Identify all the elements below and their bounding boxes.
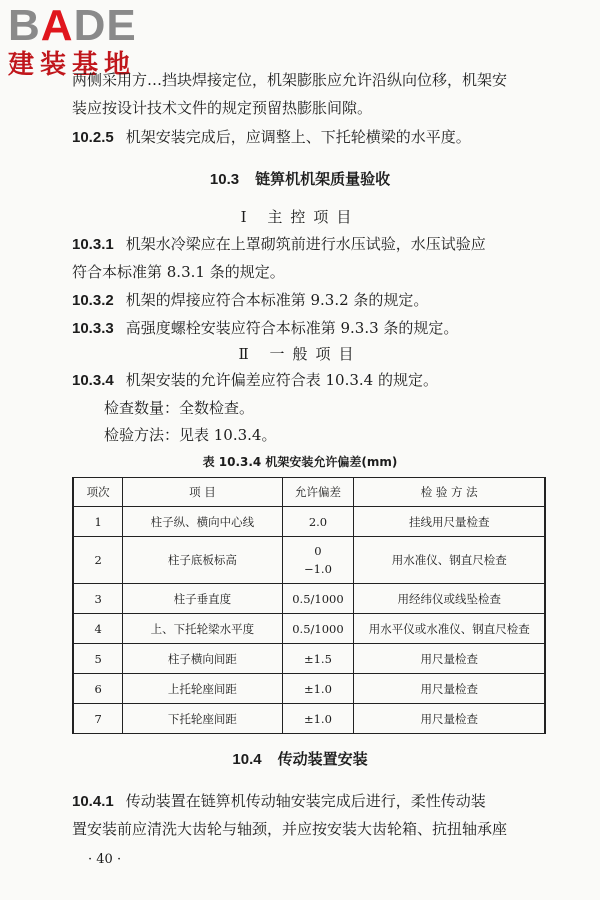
- table-row: 2 柱子底板标高 0 −1.0 用水准仪、钢直尺检查: [73, 537, 545, 584]
- clause-10-3-1-cont: 符合本标准第 8.3.1 条的规定。: [72, 263, 285, 281]
- clause-10-4-1-cont: 置安装前应清洗大齿轮与轴颈，并应按安装大齿轮箱、抗扭轴承座: [72, 820, 508, 838]
- table-row: 6 上托轮座间距 ±1.0 用尺量检查: [73, 674, 545, 704]
- table-row: 1 柱子纵、横向中心线 2.0 挂线用尺量检查: [73, 507, 545, 537]
- para-line-2: 装应按设计技术文件的规定预留热膨胀间隙。: [72, 99, 373, 117]
- table-row: 3 柱子垂直度 0.5/1000 用经纬仪或线坠检查: [73, 584, 545, 614]
- clause-10-2-5: 10.2.5 机架安装完成后，应调整上、下托轮横梁的水平度。: [72, 128, 471, 146]
- tolerance-cell: 0 −1.0: [282, 537, 354, 584]
- section-heading-10-3: 10.3 链箅机机架质量验收: [209, 170, 391, 188]
- subheading-main-control: Ⅰ 主控项目: [240, 208, 360, 226]
- header-item: 项 目: [123, 478, 282, 507]
- clause-10-3-4: 10.3.4 机架安装的允许偏差应符合表 10.3.4 的规定。: [72, 371, 438, 389]
- inspection-quantity: 检查数量：全数检查。: [104, 399, 255, 417]
- table-row: 7 下托轮座间距 ±1.0 用尺量检查: [73, 704, 545, 734]
- clause-10-3-2: 10.3.2 机架的焊接应符合本标准第 9.3.2 条的规定。: [72, 291, 429, 309]
- table-row: 5 柱子横向间距 ±1.5 用尺量检查: [73, 644, 545, 674]
- subheading-general: Ⅱ 一般项目: [238, 345, 362, 363]
- table-caption: 表 10.3.4 机架安装允许偏差(mm): [202, 455, 398, 469]
- logo-chinese: 建装基地: [8, 50, 137, 80]
- watermark-logo: [8, 1, 178, 80]
- section-heading-10-4: 10.4 传动装置安装: [232, 750, 368, 768]
- logo-wordmark: BADE: [8, 1, 137, 50]
- inspection-method: 检验方法：见表 10.3.4。: [104, 426, 277, 444]
- header-tolerance: 允许偏差: [282, 478, 354, 507]
- clause-number: 10.2.5: [72, 129, 114, 146]
- clause-10-3-3: 10.3.3 高强度螺栓安装应符合本标准第 9.3.3 条的规定。: [72, 319, 459, 337]
- para-line-1: 两侧采用方…挡块焊接定位，机架膨胀应允许沿纵向位移，机架安: [72, 71, 508, 89]
- clause-10-4-1: 10.4.1 传动装置在链箅机传动轴安装完成后进行，柔性传动装: [72, 792, 486, 810]
- table-header-row: [73, 478, 545, 507]
- table-row: 4 上、下托轮梁水平度 0.5/1000 用水平仪或水准仪、钢直尺检查: [73, 614, 545, 644]
- header-method: 检 验 方 法: [354, 478, 545, 507]
- page-number: · 40 ·: [88, 852, 122, 867]
- tolerance-table: [72, 477, 546, 734]
- header-no: 项次: [73, 478, 123, 507]
- clause-10-3-1: 10.3.1 机架水冷梁应在上罩砌筑前进行水压试验，水压试验应: [72, 235, 486, 253]
